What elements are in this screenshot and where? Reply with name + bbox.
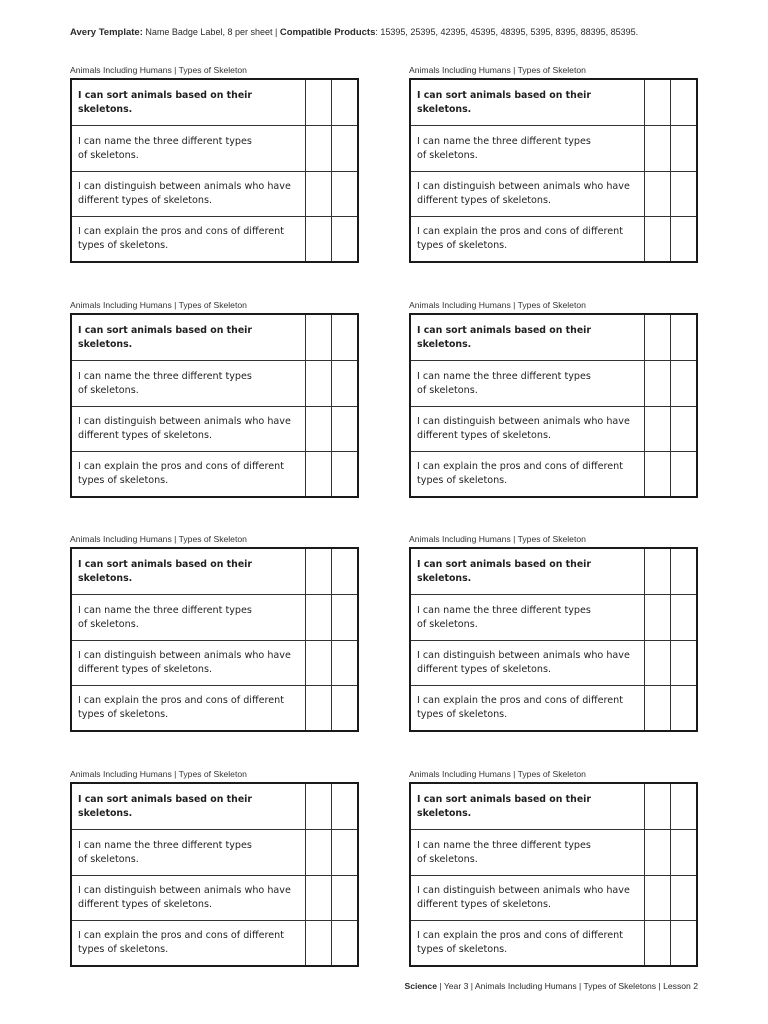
checklist-row: [411, 685, 696, 730]
checklist-row: [411, 829, 696, 875]
statement-line: I can explain the pros and cons of different: [78, 461, 284, 472]
statement-cell: [411, 126, 644, 171]
statement-line: I can distinguish between animals who have: [78, 181, 291, 192]
checklist-table: [70, 313, 359, 498]
checklist-row: [72, 216, 357, 261]
statement-cell: [72, 361, 305, 406]
statement-line: different types of skeletons.: [78, 430, 213, 441]
check-box: [305, 80, 331, 125]
check-box: [331, 784, 357, 829]
statement-cell: [411, 217, 644, 261]
check-box: [305, 830, 331, 875]
check-box: [331, 876, 357, 920]
statement-line: types of skeletons.: [78, 944, 169, 955]
statement-line: I can distinguish between animals who have: [78, 885, 291, 896]
label-title: Animals Including Humans | Types of Skeleton: [70, 769, 247, 779]
checklist-table: [409, 313, 698, 498]
statement-line: types of skeletons.: [417, 240, 508, 251]
statement-line: of skeletons.: [78, 853, 139, 865]
checklist-table: [70, 782, 359, 967]
checklist-row: [411, 216, 696, 261]
statement-text: I can sort animals based on their skeletons.: [417, 324, 592, 350]
check-box: [670, 549, 696, 594]
statement-line: I can name the three different types: [417, 370, 591, 382]
statement-cell: [72, 126, 305, 171]
check-box: [331, 595, 357, 640]
statement-line: I can name the three different types: [417, 135, 591, 147]
statement-cell: [411, 80, 644, 125]
checklist-row: [411, 920, 696, 965]
checklist-row: [411, 549, 696, 594]
checklist-row: [72, 125, 357, 171]
check-box: [644, 126, 670, 171]
statement-cell: [411, 361, 644, 406]
checklist-row: [411, 125, 696, 171]
checklist-row: [72, 549, 357, 594]
checklist-row: [72, 875, 357, 920]
label-title: Animals Including Humans | Types of Skeleton: [409, 769, 586, 779]
check-box: [305, 876, 331, 920]
statement-line: different types of skeletons.: [417, 430, 552, 441]
statement-line: different types of skeletons.: [78, 664, 213, 675]
check-box: [670, 921, 696, 965]
checklist-row: [72, 594, 357, 640]
check-box: [305, 921, 331, 965]
check-box: [670, 595, 696, 640]
statement-line: I can explain the pros and cons of different: [417, 461, 623, 472]
statement-cell: [411, 641, 644, 685]
check-box: [305, 784, 331, 829]
check-box: [644, 641, 670, 685]
statement-line: I can explain the pros and cons of different: [417, 226, 623, 237]
label-card: [70, 65, 359, 263]
statement-text: I can sort animals based on their skeletons.: [78, 558, 253, 584]
label-card: [409, 300, 698, 498]
checklist-table: [409, 547, 698, 732]
statement-line: I can distinguish between animals who have: [417, 181, 630, 192]
template-value: Name Badge Label, 8 per sheet |: [145, 27, 278, 37]
avery-template-header: [70, 26, 638, 39]
check-box: [331, 921, 357, 965]
statement-line: types of skeletons.: [417, 944, 508, 955]
check-box: [305, 361, 331, 406]
statement-line: types of skeletons.: [417, 709, 508, 720]
statement-cell: [72, 80, 305, 125]
checklist-row: [411, 784, 696, 829]
statement-cell: [72, 876, 305, 920]
statement-cell: [411, 921, 644, 965]
check-box: [331, 361, 357, 406]
label-title: Animals Including Humans | Types of Skeleton: [70, 300, 247, 310]
statement-cell: [411, 452, 644, 496]
statement-cell: [411, 876, 644, 920]
statement-line: different types of skeletons.: [78, 899, 213, 910]
statement-cell: [72, 549, 305, 594]
label-card: [409, 65, 698, 263]
label-card: [70, 300, 359, 498]
checklist-row: [411, 360, 696, 406]
label-card: [70, 769, 359, 967]
statement-line: different types of skeletons.: [417, 664, 552, 675]
statement-line: I can distinguish between animals who have: [417, 650, 630, 661]
check-box: [331, 315, 357, 360]
statement-line: different types of skeletons.: [417, 195, 552, 206]
label-title: Animals Including Humans | Types of Skeleton: [409, 65, 586, 75]
label-title: Animals Including Humans | Types of Skeleton: [409, 534, 586, 544]
statement-line: I can name the three different types: [417, 604, 591, 616]
footer-details: | Year 3 | Animals Including Humans | Types of Skeletons | Lesson 2: [436, 981, 698, 991]
statement-line: I can name the three different types: [417, 839, 591, 851]
check-box: [305, 407, 331, 451]
checklist-table: [70, 78, 359, 263]
statement-cell: [411, 172, 644, 216]
check-box: [670, 452, 696, 496]
check-box: [644, 217, 670, 261]
statement-cell: [411, 830, 644, 875]
checklist-row: [411, 594, 696, 640]
check-box: [644, 876, 670, 920]
check-box: [670, 641, 696, 685]
check-box: [644, 830, 670, 875]
statement-line: I can explain the pros and cons of different: [417, 930, 623, 941]
check-box: [305, 172, 331, 216]
statement-cell: [72, 595, 305, 640]
statement-cell: [411, 784, 644, 829]
statement-line: different types of skeletons.: [78, 195, 213, 206]
compatible-products-value: : 15395, 25395, 42395, 45395, 48395, 5395, 8395, 88395, 85395.: [375, 27, 639, 37]
check-box: [670, 80, 696, 125]
checklist-row: [72, 171, 357, 216]
check-box: [331, 407, 357, 451]
checklist-row: [411, 406, 696, 451]
template-label: Avery Template:: [70, 27, 143, 38]
check-box: [305, 126, 331, 171]
checklist-row: [72, 451, 357, 496]
checklist-table: [409, 78, 698, 263]
checklist-row: [72, 80, 357, 125]
statement-text: I can sort animals based on their skeletons.: [78, 324, 253, 350]
statement-cell: [411, 407, 644, 451]
statement-line: of skeletons.: [78, 149, 139, 161]
check-box: [644, 361, 670, 406]
statement-cell: [72, 921, 305, 965]
statement-line: types of skeletons.: [78, 709, 169, 720]
check-box: [644, 549, 670, 594]
statement-line: of skeletons.: [417, 853, 478, 865]
statement-cell: [72, 172, 305, 216]
check-box: [670, 686, 696, 730]
statement-line: I can name the three different types: [78, 839, 252, 851]
check-box: [644, 595, 670, 640]
statement-cell: [72, 407, 305, 451]
statement-line: I can name the three different types: [78, 370, 252, 382]
statement-line: I can explain the pros and cons of different: [78, 695, 284, 706]
check-box: [644, 686, 670, 730]
check-box: [305, 549, 331, 594]
check-box: [331, 452, 357, 496]
check-box: [644, 315, 670, 360]
check-box: [644, 172, 670, 216]
check-box: [305, 595, 331, 640]
statement-cell: [72, 686, 305, 730]
statement-line: I can explain the pros and cons of different: [417, 695, 623, 706]
page-footer: [404, 981, 698, 992]
statement-line: of skeletons.: [417, 149, 478, 161]
check-box: [644, 80, 670, 125]
check-box: [331, 217, 357, 261]
check-box: [670, 876, 696, 920]
statement-cell: [411, 595, 644, 640]
checklist-row: [411, 875, 696, 920]
checklist-row: [411, 451, 696, 496]
statement-line: I can distinguish between animals who have: [78, 650, 291, 661]
statement-cell: [72, 452, 305, 496]
statement-cell: [411, 686, 644, 730]
statement-line: different types of skeletons.: [417, 899, 552, 910]
statement-cell: [411, 315, 644, 360]
statement-text: I can sort animals based on their skeletons.: [417, 558, 592, 584]
statement-line: of skeletons.: [417, 384, 478, 396]
statement-line: of skeletons.: [78, 618, 139, 630]
check-box: [331, 172, 357, 216]
statement-cell: [411, 549, 644, 594]
label-card: [409, 769, 698, 967]
statement-line: of skeletons.: [417, 618, 478, 630]
check-box: [670, 217, 696, 261]
statement-line: I can explain the pros and cons of different: [78, 930, 284, 941]
checklist-row: [72, 640, 357, 685]
statement-text: I can sort animals based on their skeletons.: [78, 89, 253, 115]
statement-line: types of skeletons.: [417, 475, 508, 486]
check-box: [331, 80, 357, 125]
check-box: [670, 315, 696, 360]
check-box: [305, 217, 331, 261]
statement-cell: [72, 830, 305, 875]
statement-line: types of skeletons.: [78, 475, 169, 486]
checklist-row: [72, 829, 357, 875]
statement-line: I can distinguish between animals who have: [78, 416, 291, 427]
label-title: Animals Including Humans | Types of Skeleton: [409, 300, 586, 310]
label-title: Animals Including Humans | Types of Skeleton: [70, 65, 247, 75]
checklist-row: [411, 315, 696, 360]
checklist-row: [72, 920, 357, 965]
checklist-row: [72, 315, 357, 360]
statement-line: I can distinguish between animals who have: [417, 416, 630, 427]
checklist-row: [411, 80, 696, 125]
check-box: [331, 126, 357, 171]
check-box: [644, 407, 670, 451]
check-box: [331, 549, 357, 594]
statement-text: I can sort animals based on their skeletons.: [78, 793, 253, 819]
check-box: [670, 784, 696, 829]
check-box: [644, 784, 670, 829]
checklist-table: [70, 547, 359, 732]
check-box: [305, 315, 331, 360]
statement-cell: [72, 315, 305, 360]
label-card: [409, 534, 698, 732]
check-box: [331, 686, 357, 730]
statement-text: I can sort animals based on their skeletons.: [417, 793, 592, 819]
statement-cell: [72, 217, 305, 261]
statement-line: I can name the three different types: [78, 135, 252, 147]
check-box: [331, 830, 357, 875]
check-box: [644, 921, 670, 965]
checklist-row: [72, 685, 357, 730]
check-box: [670, 126, 696, 171]
check-box: [305, 641, 331, 685]
check-box: [331, 641, 357, 685]
checklist-row: [411, 640, 696, 685]
check-box: [305, 686, 331, 730]
statement-text: I can sort animals based on their skeletons.: [417, 89, 592, 115]
footer-subject: Science: [404, 981, 437, 991]
statement-line: of skeletons.: [78, 384, 139, 396]
label-title: Animals Including Humans | Types of Skeleton: [70, 534, 247, 544]
statement-line: types of skeletons.: [78, 240, 169, 251]
statement-line: I can distinguish between animals who have: [417, 885, 630, 896]
check-box: [670, 407, 696, 451]
check-box: [305, 452, 331, 496]
checklist-table: [409, 782, 698, 967]
check-box: [670, 830, 696, 875]
check-box: [644, 452, 670, 496]
statement-line: I can name the three different types: [78, 604, 252, 616]
statement-cell: [72, 784, 305, 829]
statement-line: I can explain the pros and cons of different: [78, 226, 284, 237]
statement-cell: [72, 641, 305, 685]
checklist-row: [411, 171, 696, 216]
check-box: [670, 361, 696, 406]
compatible-products-label: Compatible Products: [279, 27, 376, 38]
checklist-row: [72, 784, 357, 829]
checklist-row: [72, 360, 357, 406]
check-box: [670, 172, 696, 216]
label-card: [70, 534, 359, 732]
checklist-row: [72, 406, 357, 451]
